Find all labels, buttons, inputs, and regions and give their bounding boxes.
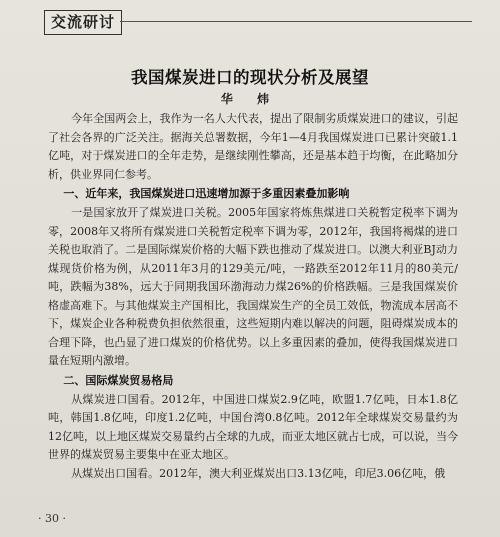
- article-author: 华 炜: [220, 92, 280, 106]
- section-tag: 交流研讨: [44, 10, 122, 35]
- section-heading-1: 一、近年来，我国煤炭进口迅速增加源于多重因素叠加影响: [63, 187, 350, 200]
- article-body: [48, 110, 458, 483]
- article-title: 我国煤炭进口的现状分析及展望: [131, 68, 369, 87]
- section-heading-2: 二、国际煤炭贸易格局: [63, 373, 174, 387]
- paragraph-importers: 从煤炭进口国看。2012年，中国进口煤炭2.9亿吨，欧盟1.7亿吨，日本1.8亿吨，韩国1.8亿吨，印度1.2亿吨，中国台湾0.8亿吨。2012年全球煤炭交易量约为12亿吨，以上地区煤炭交易量约占全球的九成，而亚太地区就占七成，可以说，当今世界的煤炭贸易主要集中在亚太地区。: [48, 392, 458, 461]
- paragraph-exporters: 从煤炭出口国看。2012年，澳大利亚煤炭出口3.13亿吨，印尼3.06亿吨，俄: [71, 466, 446, 480]
- page-number: · 30 ·: [38, 512, 66, 525]
- paragraph-intro: 今年全国两会上，我作为一名人大代表，提出了限制劣质煤炭进口的建议，引起了社会各界的广泛关注。据海关总署数据，今年1—4月我国煤炭进口已累计突破1.1亿吨，对于煤炭进口的全年走势，是继续刚性攀高，还是基本趋于均衡，在此略加分析，供业界同仁参考。: [48, 112, 458, 181]
- paragraph-causes: 一是国家放开了煤炭进口关税。2005年国家将炼焦煤进口关税暂定税率下调为零，2008年又将所有煤炭进口关税暂定税率下调为零，2012年，我国将褐煤的进口关税也取消了。二是国际煤炭价格的大幅下跌也推动了煤炭进口。以澳大利亚BJ动力煤现货价格为例，从2011年3月的129美元/吨，一路跌至2012年11月的80美元/吨，跌幅为38%，远大于同期我国环渤海动力煤26%的价格跌幅。三是我国煤炭价格虚高难下。与其他煤炭主产国相比，我国煤炭生产的全员工效低，物流成本居高不下，煤炭企业各种税费负担依然很重，这些短期内难以解决的问题，阻碍煤炭成本的合理下降，也凸显了进口煤炭的价格优势。以上多重因素的叠加，使得我国煤炭进口量在短期内激增。: [48, 206, 458, 367]
- header-rule: [120, 21, 472, 22]
